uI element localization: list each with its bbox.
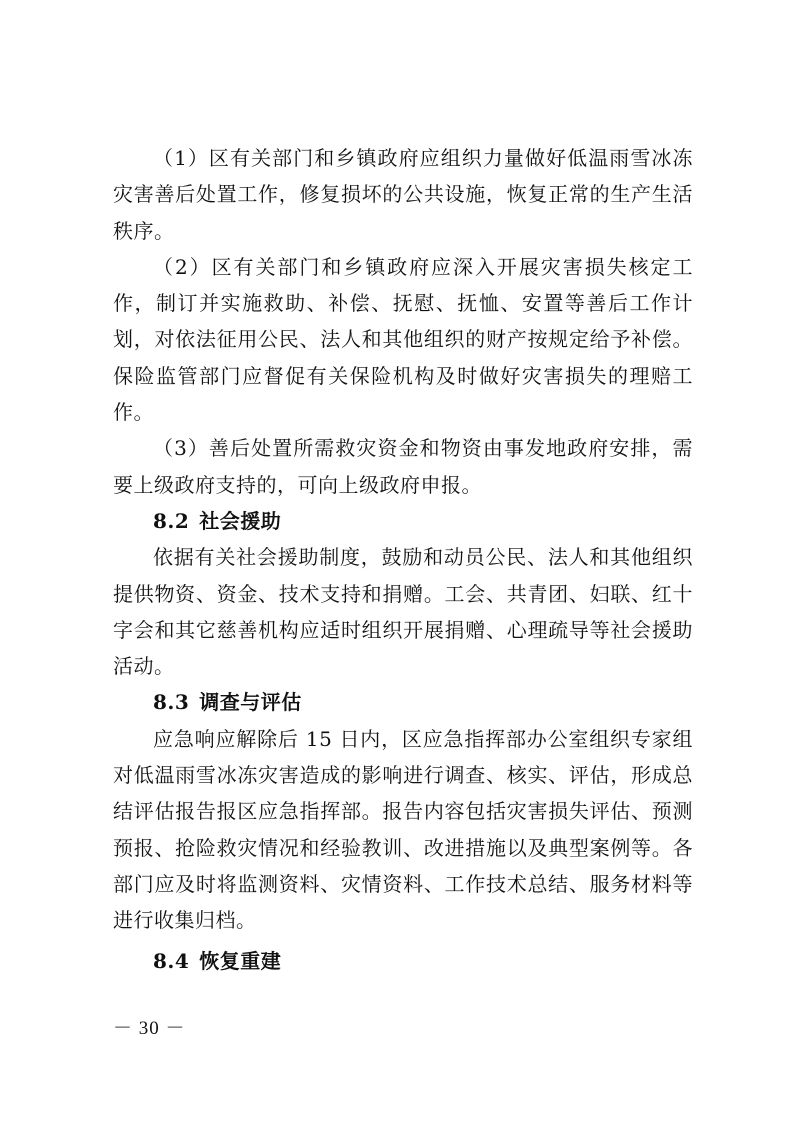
page-number: － 30 －: [113, 1018, 186, 1039]
section-heading-8-4: [113, 943, 693, 979]
section-number: 8.3: [153, 690, 190, 715]
section-heading-8-2: [113, 503, 693, 539]
section-body-8-3: 应急响应解除后 15 日内，区应急指挥部办公室组织专家组对低温雨雪冰冻灾害造成的影响进行调查、核实、评估，形成总结评估报告报区应急指挥部。报告内容包括灾害损失评估、预测预报、抢险救灾情况和经验教训、改进措施以及典型案例等。各部门应及时将监测资料、灾情资料、工作技术总结、服务材料等进行收集归档。: [113, 726, 693, 933]
paragraph-aftermath-1: （1）区有关部门和乡镇政府应组织力量做好低温雨雪冰冻灾害善后处置工作，修复损坏的公共设施，恢复正常的生产生活秩序。: [113, 146, 693, 243]
section-number: 8.4: [153, 948, 190, 973]
paragraph-aftermath-2: （2）区有关部门和乡镇政府应深入开展灾害损失核定工作，制订并实施救助、补偿、抚慰、抚恤、安置等善后工作计划，对依法征用公民、法人和其他组织的财产按规定给予补偿。保险监管部门应督促有关保险机构及时做好灾害损失的理赔工作。: [113, 254, 693, 425]
section-number: 8.2: [153, 508, 190, 533]
section-heading-8-3: [113, 684, 693, 720]
section-title: 恢复重建: [199, 948, 282, 973]
paragraph-aftermath-3: （3）善后处置所需救灾资金和物资由事发地政府安排，需要上级政府支持的，可向上级政府申报。: [113, 436, 693, 497]
section-title: 社会援助: [199, 508, 282, 533]
section-body-8-2: 依据有关社会援助制度，鼓励和动员公民、法人和其他组织提供物资、资金、技术支持和捐赠。工会、共青团、妇联、红十字会和其它慈善机构应适时组织开展捐赠、心理疏导等社会援助活动。: [113, 545, 693, 679]
section-title: 调查与评估: [199, 690, 302, 715]
document-body: [113, 140, 693, 979]
